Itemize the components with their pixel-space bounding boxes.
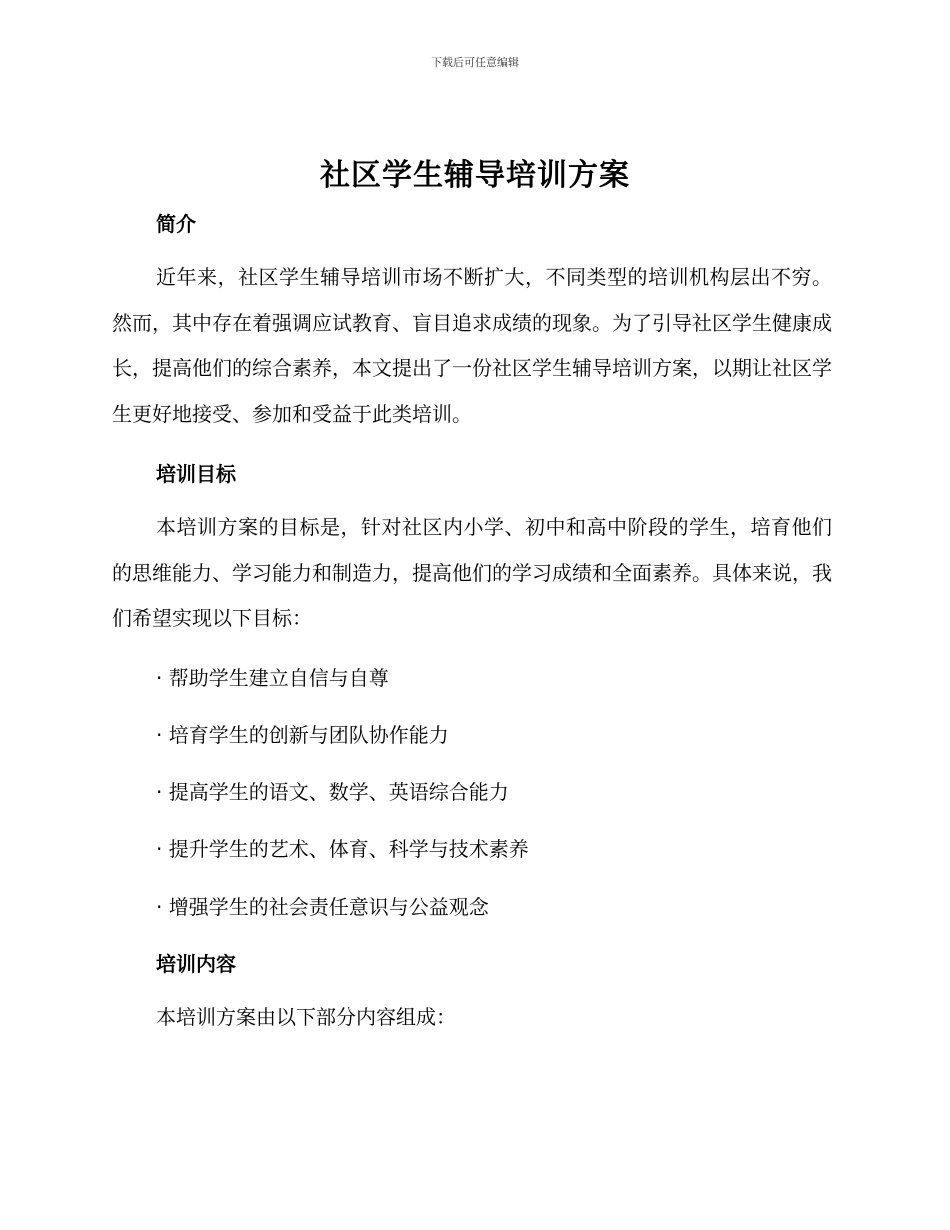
goal-bullet-1: · 帮助学生建立自信与自尊 <box>156 666 389 690</box>
section-heading-content: 培训内容 <box>156 952 236 976</box>
goal-bullet-2: · 培育学生的创新与团队协作能力 <box>156 723 449 747</box>
goals-paragraph: 本培训方案的目标是，针对社区内小学、初中和高中阶段的学生，培育他们的思维能力、学习能力和制造力，提高他们的学习成绩和全面素养。具体来说，我们希望实现以下目标： <box>112 515 832 630</box>
section-heading-intro: 简介 <box>156 212 196 236</box>
header-note: 下载后可任意编辑 <box>431 56 519 69</box>
goal-bullet-5: · 增强学生的社会责任意识与公益观念 <box>156 895 489 919</box>
goal-bullet-3: · 提高学生的语文、数学、英语综合能力 <box>156 780 509 804</box>
goal-bullet-4: · 提升学生的艺术、体育、科学与技术素养 <box>156 837 529 861</box>
intro-paragraph: 近年来，社区学生辅导培训市场不断扩大，不同类型的培训机构层出不穷。然而，其中存在着强调应试教育、盲目追求成绩的现象。为了引导社区学生健康成长，提高他们的综合素养，本文提出了一份社区学生辅导培训方案，以期让社区学生更好地接受、参加和受益于此类培训。 <box>112 265 832 426</box>
document-title: 社区学生辅导培训方案 <box>320 158 630 193</box>
content-paragraph: 本培训方案由以下部分内容组成： <box>156 1005 456 1029</box>
section-heading-goals: 培训目标 <box>156 462 236 486</box>
